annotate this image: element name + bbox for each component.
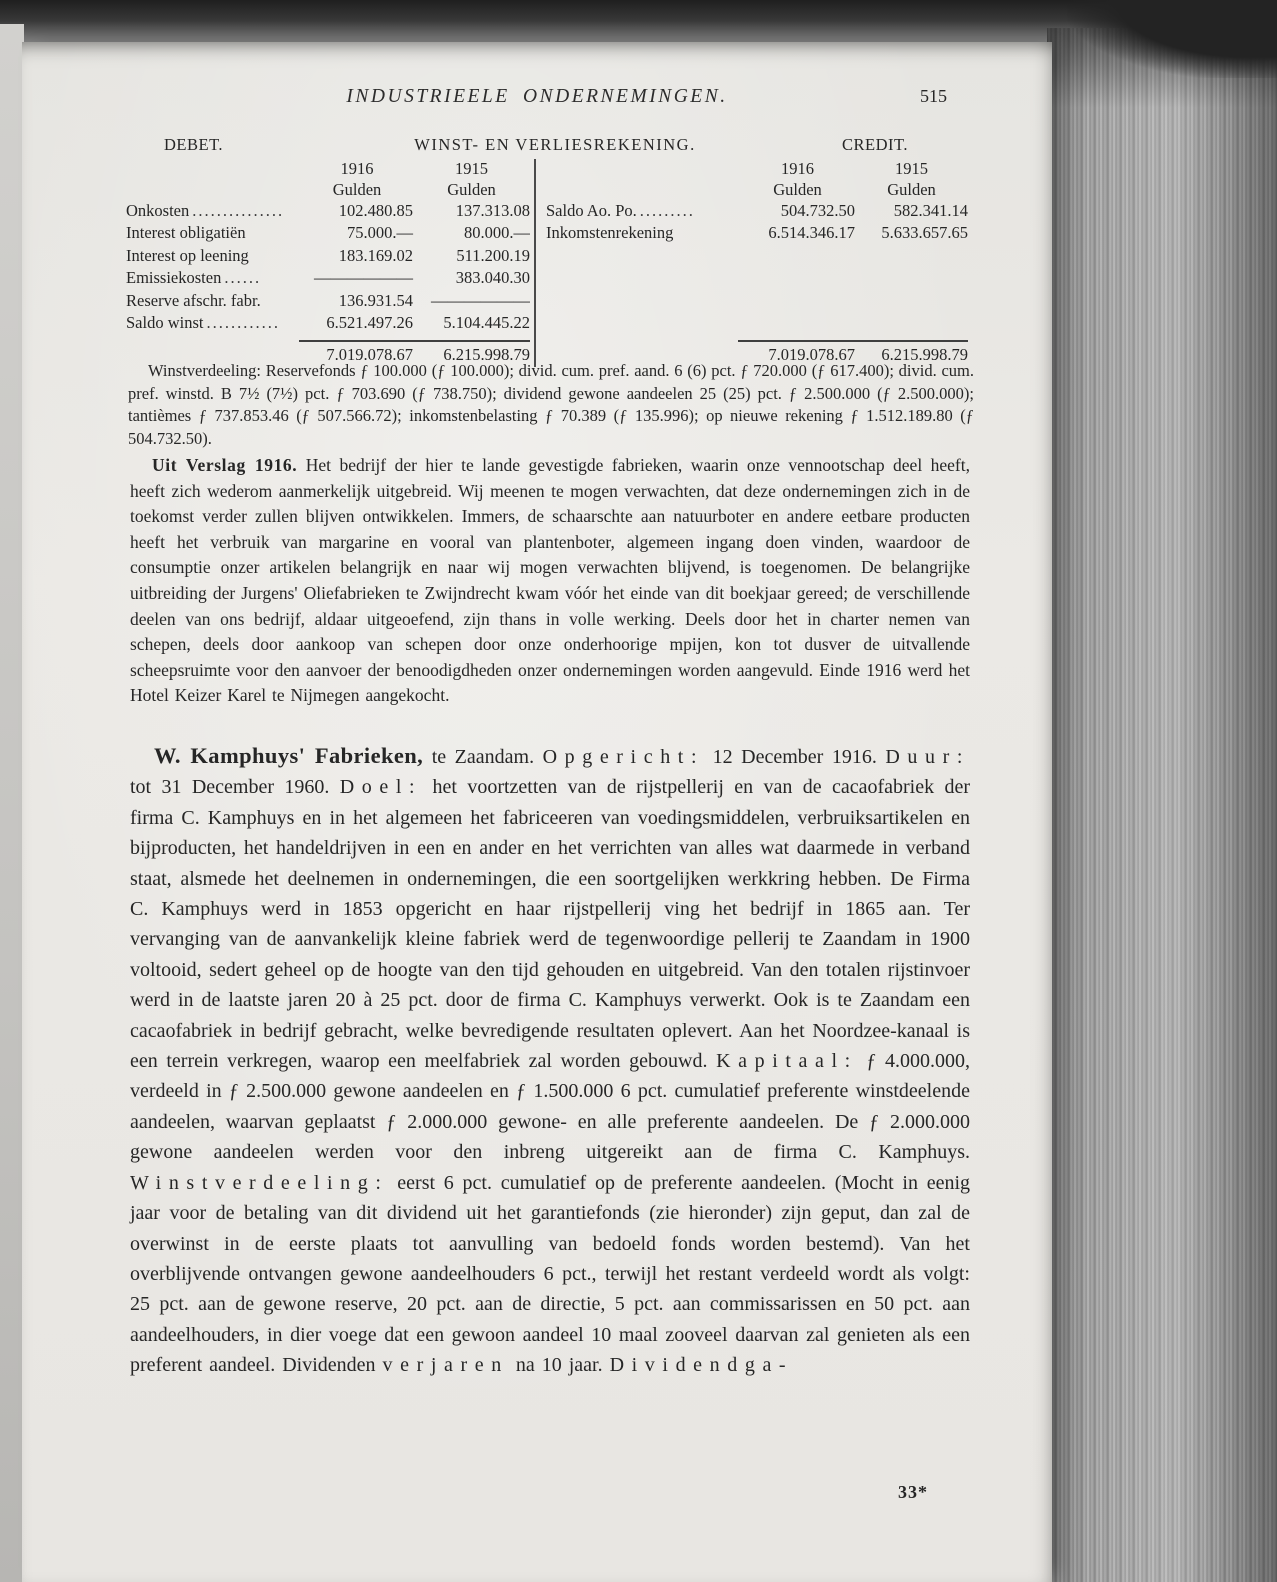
signature-mark: 33*	[898, 1482, 928, 1502]
row-label: Saldo winst	[126, 312, 204, 332]
section-text: tot 31 December 1960.	[130, 776, 340, 799]
row-label: Saldo Ao. Po.	[546, 201, 637, 220]
scan-left-margin	[0, 24, 24, 1582]
year-column-header: 1915	[455, 159, 488, 178]
debet-side	[126, 159, 534, 367]
table-row	[126, 201, 530, 223]
profit-loss-table	[126, 135, 984, 367]
section-heading: W. Kamphuys' Fabrieken,	[154, 743, 424, 768]
debet-label: DEBET.	[164, 135, 224, 154]
table-row	[546, 223, 968, 245]
section-text: te Zaandam.	[423, 746, 543, 768]
row-amount-1915: ——————	[431, 290, 530, 310]
year-header-row	[546, 159, 968, 180]
dot-leader: ......	[224, 268, 262, 288]
section-text: het voortzetten van de rijstpellerij en van de cacaofabriek der firma C. Kamphuys en in het algemeen het fabriceeren van voedingsmiddelen, verbruiksartikelen en bijproducten, het handeldrijven in een en ander en het verrichten van alles wat daarmede in verband staat, alsmede het deelnemen in ondernemingen, die een soortgelijken werkkring hebben. De Firma C. Kamphuys werd in 1853 opgericht en haar rijstpellerij ving het bedrijf in 1865 aan. Ter vervanging van de aanvankelijk kleine fabriek werd de tegenwoordige pellerij te Zaandam in 1900 voltooid, sedert geheel op de hoogte van den tijd gehouden en uitgebreid. Van den totalen rijstinvoer werd in de laatste jaren 20 à 25 pct. door de firma C. Kamphuys verwerkt. Ook is te Zaandam een cacaofabriek in bedrijf gebracht, welke bevredigende resultaten oplevert. Aan het Noordzee-kanaal is een terrein verkregen, waarop een meelfabriek zal worden gebouwd.	[130, 776, 970, 1073]
winstverdeeling-paragraph: Winstverdeeling: Reservefonds ƒ 100.000 (ƒ 100.000); divid. cum. pref. aand. 6 (6) pct. ƒ 720.000 (ƒ 617.400); divid. cum. pref. winstd. B 7½ (7½) pct. ƒ 703.690 (ƒ 738.750); dividend gewone aandeelen 25 (25) pct. ƒ 2.500.000 (ƒ 2.500.000); tantièmes ƒ 737.853.46 (ƒ 507.566.72); inkomstenbelasting ƒ 70.389 (ƒ 135.996); op nieuwe rekening ƒ 1.512.189.80 (ƒ 504.732.50).	[128, 361, 974, 448]
table-row	[126, 223, 530, 245]
total-rule	[299, 340, 530, 342]
year-column-header: 1916	[781, 159, 814, 178]
dot-leader: ............	[206, 312, 280, 332]
section-text: 12 December 1916.	[704, 746, 886, 768]
table-row	[126, 268, 530, 290]
row-amount-1915: 80.000.—	[464, 223, 530, 243]
row-label: Emissiekosten	[126, 268, 222, 288]
row-amount-1916: 75.000.—	[347, 223, 413, 243]
keyword-opgericht: Opgericht:	[542, 746, 705, 768]
page-corner-shadow	[1067, 0, 1277, 78]
page-number: 515	[920, 86, 947, 106]
dot-leader: ...............	[192, 201, 285, 220]
section-text: ƒ 4.000.000, verdeeld in ƒ 2.500.000 gewone aandeelen en ƒ 1.500.000 6 pct. cumulatief preferente winstdeelende aandeelen, waarvan geplaatst ƒ 2.000.000 gewone- en alle preferente aandeelen. De ƒ 2.000.000 gewone aandeelen werden voor den inbreng uitgereikt aan de firma C. Kamphuys.	[130, 1050, 970, 1164]
row-amount-1915: 511.200.19	[456, 245, 530, 265]
row-amount-1916: 6.521.497.26	[326, 312, 413, 332]
currency-header-row	[126, 180, 530, 201]
total-amount-1915: 6.215.998.79	[443, 345, 530, 365]
row-amount-1915: 582.341.14	[893, 201, 968, 220]
row-amount-1916: 6.514.346.17	[768, 223, 855, 243]
currency-column-header: Gulden	[773, 180, 822, 199]
keyword-doel: Doel:	[339, 776, 423, 799]
row-amount-1916: 183.169.02	[338, 245, 413, 265]
keyword-kapitaal: Kapitaal:	[716, 1050, 858, 1073]
keyword-duur: Duur:	[885, 746, 970, 768]
credit-side	[534, 159, 984, 367]
row-amount-1915: 383.040.30	[455, 268, 530, 288]
dot-leader: .........	[639, 201, 695, 220]
credit-label: CREDIT.	[842, 135, 908, 154]
currency-header-row	[546, 180, 968, 201]
row-amount-1915: 5.633.657.65	[881, 223, 968, 243]
keyword-winstverdeeling: Winstverdeeling:	[130, 1171, 389, 1194]
table-row	[546, 201, 968, 223]
total-amount-1916: 7.019.078.67	[326, 345, 413, 365]
row-amount-1915: 137.313.08	[455, 201, 530, 220]
row-amount-1915: 5.104.445.22	[443, 312, 530, 332]
total-amount-1916: 7.019.078.67	[768, 345, 855, 365]
table-row	[126, 246, 530, 268]
total-rule	[738, 340, 968, 342]
report-1916-paragraph	[130, 453, 970, 709]
row-label: Reserve afschr. fabr.	[126, 290, 261, 310]
section-text: na 10 jaar.	[508, 1354, 610, 1377]
table-title-row	[126, 135, 984, 157]
year-column-header: 1916	[340, 159, 374, 178]
book-fore-edge-pages	[1047, 28, 1277, 1582]
table-row	[126, 291, 530, 313]
table-title: WINST- EN VERLIESREKENING.	[414, 135, 696, 154]
total-amount-1915: 6.215.998.79	[881, 345, 968, 365]
report-lead: Uit Verslag 1916.	[152, 455, 298, 475]
keyword-dividendga: Dividendga-	[609, 1354, 794, 1377]
table-row	[126, 313, 530, 335]
currency-column-header: Gulden	[887, 180, 936, 199]
row-label: Onkosten	[126, 201, 190, 220]
row-label: Interest obligatiën	[126, 223, 246, 243]
table-body	[126, 159, 984, 367]
report-body: Het bedrijf der hier te lande gevestigde fabrieken, waarin onze vennootschap deel heeft, heeft zich wederom aanmerkelijk uitgebreid. Wij meenen te mogen verwachten, dat deze ondernemingen zich in de toekomst verder zullen blijven ontwikkelen. Immers, de schaarschte aan natuurboter en andere eetbare producten heeft het verbruik van margarine en vooral van plantenboter, algemeen ingang doen vinden, waardoor de consumptie onzer artikelen belangrijk en naar wij mogen verwachten blijvend, is toegenomen. De belangrijke uitbreiding der Jurgens' Oliefabrieken te Zwijndrecht kwam vóór het einde van dit boekjaar gereed; de verschillende deelen van ons bedrijf, aldaar uitgeoefend, zijn thans in volle werking. Deels door het in charter nemen van schepen, deels door aankoop van schepen door onze onderhoorige mpijen, kon tot dusver de uitvallende scheepsruimte voor den aanvoer der benoodigdheden onzer ondernemingen worden aangevuld. Einde 1916 werd het Hotel Keizer Karel te Nijmegen aangekocht.	[130, 455, 970, 706]
row-amount-1916: 102.480.85	[338, 201, 413, 220]
year-column-header: 1915	[895, 159, 928, 178]
section-text: eerst 6 pct. cumulatief op de preferente aandeelen. (Mocht in eenig jaar voor de betaling van dit dividend uit het garantiefonds (zie hieronder) zijn geput, dan zal de overwinst in de eerste plaats tot aanvulling van bedoeld fonds worden bestemd). Van het overblijvende ontvangen gewone aandeelhouders 6 pct., terwijl het restant verdeeld wordt als volgt: 25 pct. aan de gewone reserve, 20 pct. aan de directie, 5 pct. aan commissarissen en 50 pct. aan aandeelhouders, in dier voege dat een gewoon aandeel 10 maal zooveel daarvan zal genieten als een preferent aandeel. Dividenden	[130, 1171, 970, 1377]
row-amount-1916: ——————	[314, 268, 413, 288]
running-head: INDUSTRIEELE ONDERNEMINGEN.	[346, 86, 728, 107]
keyword-verjaren: verjaren	[382, 1354, 509, 1377]
row-amount-1916: 504.732.50	[780, 201, 855, 220]
year-header-row	[126, 159, 530, 180]
row-label: Interest op leening	[126, 245, 249, 265]
currency-column-header: Gulden	[332, 180, 382, 199]
row-amount-1916: 136.931.54	[338, 290, 413, 310]
paper	[22, 42, 1052, 1582]
company-section	[130, 741, 970, 1381]
currency-column-header: Gulden	[447, 180, 496, 199]
row-label: Inkomstenrekening	[546, 223, 674, 243]
